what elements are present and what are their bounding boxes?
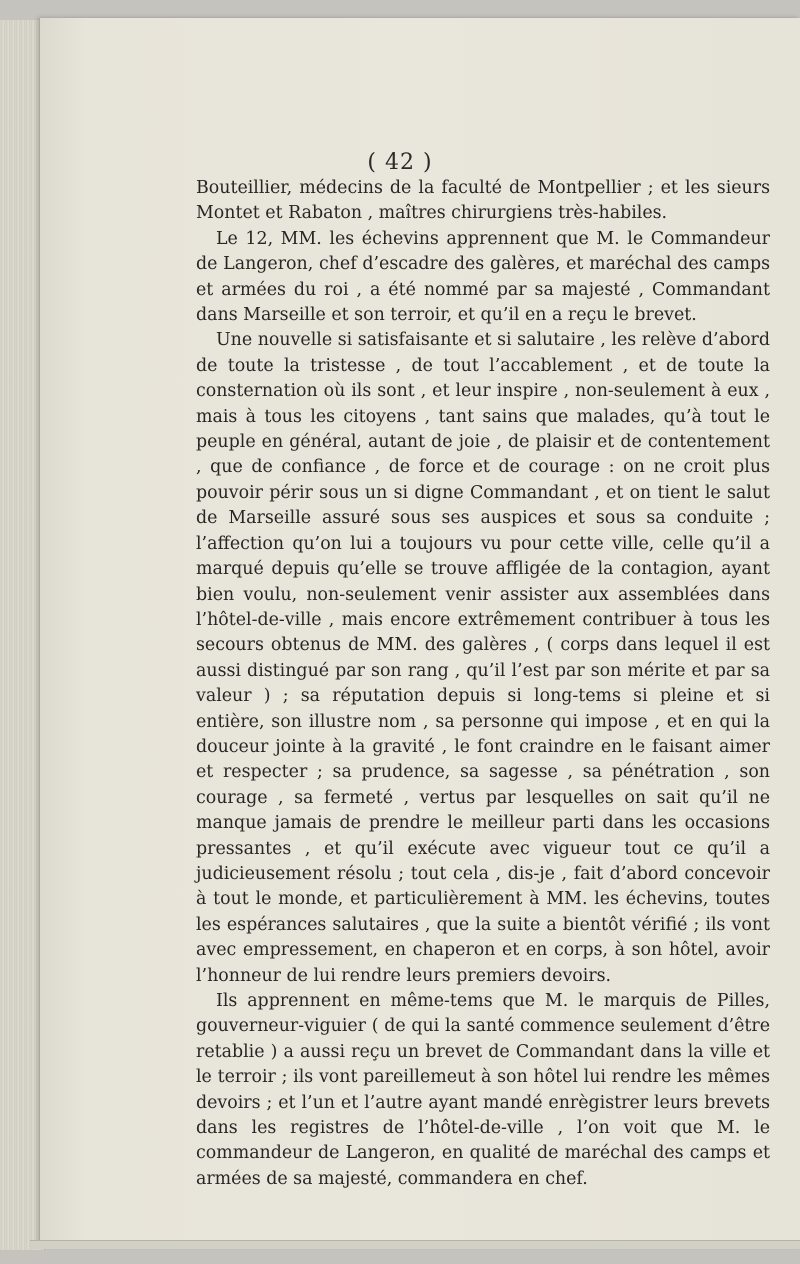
paragraph-4: Ils apprennent en même-tems que M. le marquis de Pilles, gouverneur-viguier ( de qui la santé commence seulement d’être retablie ) a aussi reçu un brevet de Commandant dans la ville et le terroir ; ils vont pareillemeut à son hôtel lui rendre les mêmes devoirs ; et l’un et l’autre ayant mandé enrègistrer leurs brevets dans les registres de l’hôtel-de-ville , l’on voit que M. le commandeur de Langeron, en qualité de maréchal des camps et armées de sa majesté, commandera en chef. (196, 991, 770, 1189)
paragraph-2: Le 12, MM. les échevins apprennent que M. le Commandeur de Langeron, chef d’escadre des galères, et maréchal des camps et armées du roi , a été nommé par sa majesté , Commandant dans Marseille et son terroir, et qu’il en a reçu le brevet. (196, 228, 770, 326)
paragraph-1: Bouteillier, médecins de la faculté de Montpellier ; et les sieurs Montet et Rabaton , maîtres chirurgiens très-habiles. (196, 178, 770, 224)
page-bottom-edge (30, 1240, 800, 1249)
body-text (196, 176, 770, 1192)
page-number: ( 42 ) (367, 150, 433, 175)
paragraph-3: Une nouvelle si satisfaisante et si salutaire , les relève d’abord de toute la tristesse , de tout l’accablement , et de toute la consternation où ils sont , et leur inspire , non-seulement à eux , mais à tous les citoyens , tant sains que malades, qu’à tout le peuple en général, autant de joie , de plaisir et de contentement , que de confiance , de force et de courage : on ne croit plus pouvoir périr sous un si digne Commandant , et on tient le salut de Marseille assuré sous ses auspices et sous sa conduite ; l’affection qu’on lui a toujours vu pour cette ville, celle qu’il a marqué depuis qu’elle se trouve affligée de la contagion, ayant bien voulu, non-seulement venir assister aux assemblées dans l’hôtel-de-ville , mais encore extrêmement contribuer à tous les secours obtenus de MM. des galères , ( corps dans lequel il est aussi distingué par son rang , qu’il l’est par son mérite et par sa valeur ) ; sa réputation depuis si long-tems si pleine et si entière, son illustre nom , sa personne qui impose , et en qui la douceur jointe à la gravité , le font craindre en le faisant aimer et respecter ; sa prudence, sa sagesse , sa pénétration , son courage , sa fermeté , vertus par lesquelles on sait qu’il ne manque jamais de prendre le meilleur parti dans les occasions pressantes , et qu’il exécute avec vigueur tout ce qu’il a judicieusement résolu ; tout cela , dis-je , fait d’abord concevoir à tout le monde, et particulièrement à MM. les échevins, toutes les espérances salutaires , que la suite a bientôt vérifié ; ils vont avec empressement, en chaperon et en corps, à son hôtel, avoir l’honneur de lui rendre leurs premiers devoirs. (196, 330, 770, 986)
book-page-edges (0, 20, 45, 1250)
